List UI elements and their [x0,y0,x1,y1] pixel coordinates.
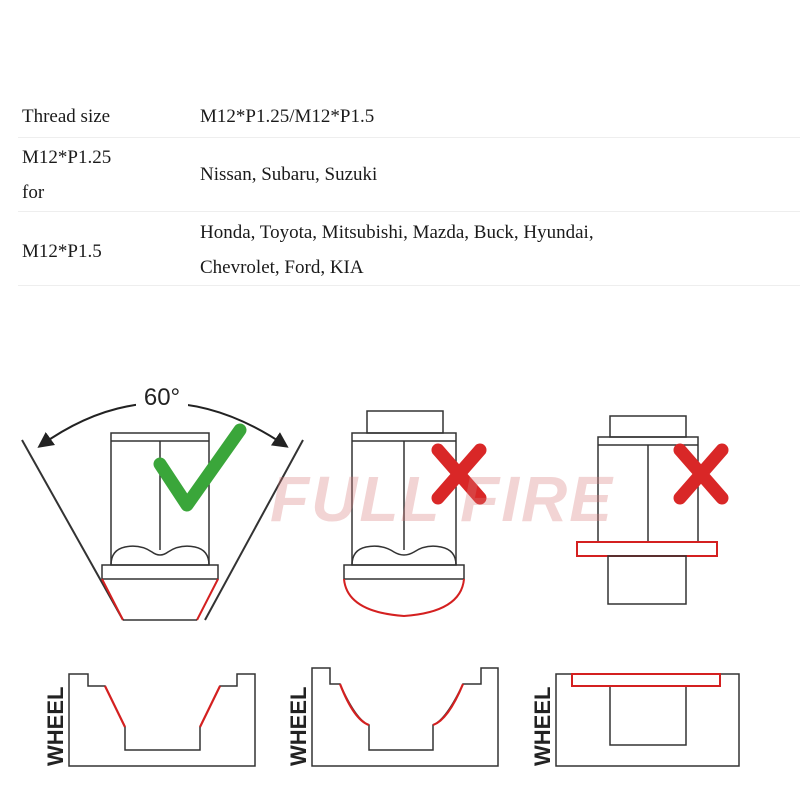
row-label: Thread size [22,106,111,127]
row-label: M12*P1.25 [22,147,112,168]
watermark: FULL FIRE [270,463,614,535]
wheel-label: WHEEL [286,686,311,766]
row-label: M12*P1.5 [22,241,102,262]
row-value-line2: Chevrolet, Ford, KIA [200,257,364,278]
angle-label: 60° [143,384,181,411]
wheel-profile-flat [556,674,739,766]
wheel-label: WHEEL [530,686,555,766]
row-value: M12*P1.25/M12*P1.5 [200,106,375,127]
wheel-label: WHEEL [43,686,68,766]
row-label-line2: for [22,182,45,203]
row-value: Nissan, Subaru, Suzuki [200,164,378,185]
wheel-profile-conical [69,674,255,766]
row-value: Honda, Toyota, Mitsubishi, Mazda, Buck, Hyundai, [200,222,594,243]
wheel-profile-ball [312,668,498,766]
cross-icon [680,450,722,498]
